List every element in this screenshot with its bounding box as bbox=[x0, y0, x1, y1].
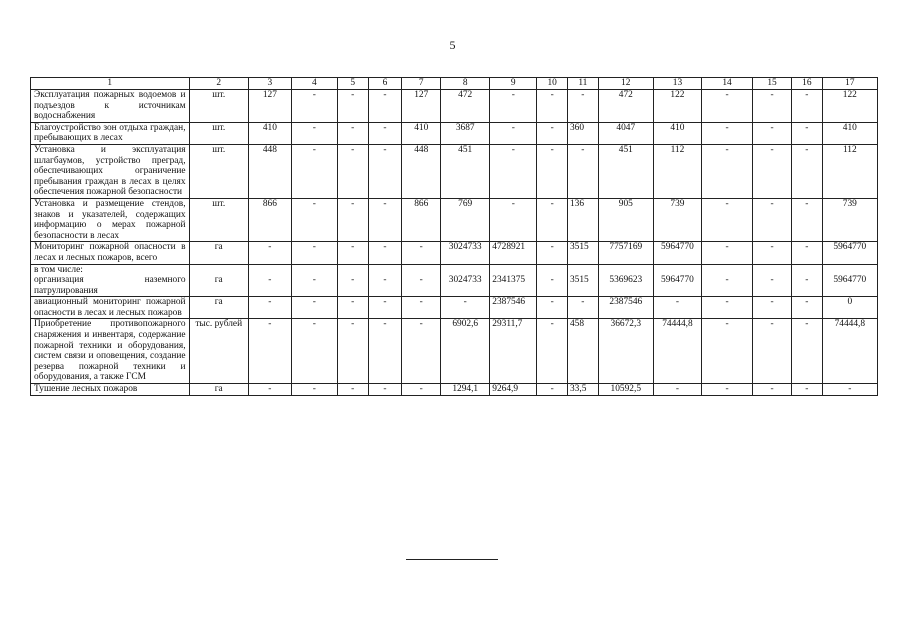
cell-col-7: 127 bbox=[402, 90, 441, 123]
cell-col-9 bbox=[490, 264, 537, 275]
cell-col-7: - bbox=[402, 275, 441, 297]
cell-col-9: 2341375 bbox=[490, 275, 537, 297]
cell-col-11: 3515 bbox=[567, 275, 598, 297]
row-unit: шт. bbox=[189, 90, 248, 123]
cell-col-3: - bbox=[248, 384, 291, 396]
cell-col-5: - bbox=[337, 90, 368, 123]
cell-col-10 bbox=[537, 264, 568, 275]
column-header-2: 2 bbox=[189, 78, 248, 90]
cell-col-7: - bbox=[402, 242, 441, 264]
cell-col-7: 866 bbox=[402, 198, 441, 241]
table-header-row bbox=[31, 78, 878, 90]
cell-col-14: - bbox=[701, 384, 752, 396]
row-unit: га bbox=[189, 242, 248, 264]
cell-col-5: - bbox=[337, 242, 368, 264]
row-unit: тыс. рублей bbox=[189, 319, 248, 384]
cell-col-3: - bbox=[248, 297, 291, 319]
cell-col-15 bbox=[753, 264, 792, 275]
cell-col-5: - bbox=[337, 144, 368, 198]
table-row bbox=[31, 297, 878, 319]
cell-col-5: - bbox=[337, 297, 368, 319]
column-header-1: 1 bbox=[31, 78, 190, 90]
row-unit bbox=[189, 264, 248, 275]
cell-col-13: 739 bbox=[653, 198, 701, 241]
row-unit: шт. bbox=[189, 144, 248, 198]
cell-col-15: - bbox=[753, 90, 792, 123]
cell-col-8: 3024733 bbox=[441, 242, 490, 264]
cell-col-9: 4728921 bbox=[490, 242, 537, 264]
cell-col-9: - bbox=[490, 90, 537, 123]
cell-col-17: 739 bbox=[822, 198, 877, 241]
cell-col-8: 3687 bbox=[441, 122, 490, 144]
cell-col-11: - bbox=[567, 297, 598, 319]
cell-col-4: - bbox=[291, 297, 337, 319]
column-header-9: 9 bbox=[490, 78, 537, 90]
cell-col-13: 410 bbox=[653, 122, 701, 144]
cell-col-12: 2387546 bbox=[598, 297, 653, 319]
cell-col-4: - bbox=[291, 198, 337, 241]
cell-col-4: - bbox=[291, 242, 337, 264]
cell-col-8: 769 bbox=[441, 198, 490, 241]
table-row bbox=[31, 275, 878, 297]
cell-col-14: - bbox=[701, 198, 752, 241]
cell-col-10: - bbox=[537, 90, 568, 123]
cell-col-6: - bbox=[368, 384, 402, 396]
page-number: 5 bbox=[449, 38, 456, 52]
column-header-8: 8 bbox=[441, 78, 490, 90]
cell-col-8: 6902,6 bbox=[441, 319, 490, 384]
cell-col-13: 122 bbox=[653, 90, 701, 123]
cell-col-14: - bbox=[701, 122, 752, 144]
cell-col-7: - bbox=[402, 384, 441, 396]
cell-col-17: 112 bbox=[822, 144, 877, 198]
cell-col-6: - bbox=[368, 90, 402, 123]
cell-col-17: 5964770 bbox=[822, 242, 877, 264]
cell-col-12: 905 bbox=[598, 198, 653, 241]
table-row bbox=[31, 122, 878, 144]
column-header-15: 15 bbox=[753, 78, 792, 90]
cell-col-4: - bbox=[291, 275, 337, 297]
cell-col-4: - bbox=[291, 319, 337, 384]
cell-col-8: - bbox=[441, 297, 490, 319]
cell-col-9: - bbox=[490, 144, 537, 198]
footnote-separator bbox=[406, 559, 498, 560]
cell-col-7: 410 bbox=[402, 122, 441, 144]
cell-col-6 bbox=[368, 264, 402, 275]
column-header-7: 7 bbox=[402, 78, 441, 90]
cell-col-15: - bbox=[753, 275, 792, 297]
row-name: организация наземного патрулирования bbox=[31, 275, 190, 297]
cell-col-13: 5964770 bbox=[653, 242, 701, 264]
row-unit: шт. bbox=[189, 122, 248, 144]
cell-col-6: - bbox=[368, 144, 402, 198]
cell-col-3 bbox=[248, 264, 291, 275]
cell-col-14 bbox=[701, 264, 752, 275]
cell-col-12: 5369623 bbox=[598, 275, 653, 297]
cell-col-10: - bbox=[537, 275, 568, 297]
row-name: Установка и размещение стендов, знаков и указателей, содержащих информацию о мерах пожарной безопасности в лесах bbox=[31, 198, 190, 241]
cell-col-8: 3024733 bbox=[441, 275, 490, 297]
cell-col-4 bbox=[291, 264, 337, 275]
cell-col-9: 29311,7 bbox=[490, 319, 537, 384]
row-name: Эксплуатация пожарных водоемов и подъездов к источникам водоснабжения bbox=[31, 90, 190, 123]
cell-col-16: - bbox=[791, 122, 822, 144]
cell-col-3: 410 bbox=[248, 122, 291, 144]
cell-col-15: - bbox=[753, 384, 792, 396]
cell-col-9: - bbox=[490, 122, 537, 144]
cell-col-6: - bbox=[368, 297, 402, 319]
cell-col-14: - bbox=[701, 319, 752, 384]
cell-col-4: - bbox=[291, 144, 337, 198]
column-header-14: 14 bbox=[701, 78, 752, 90]
cell-col-8: 1294,1 bbox=[441, 384, 490, 396]
cell-col-12: 7757169 bbox=[598, 242, 653, 264]
row-name: в том числе: bbox=[31, 264, 190, 275]
cell-col-14: - bbox=[701, 144, 752, 198]
cell-col-16: - bbox=[791, 144, 822, 198]
cell-col-10: - bbox=[537, 297, 568, 319]
cell-col-15: - bbox=[753, 122, 792, 144]
cell-col-16: - bbox=[791, 297, 822, 319]
cell-col-17: 0 bbox=[822, 297, 877, 319]
cell-col-10: - bbox=[537, 122, 568, 144]
column-header-5: 5 bbox=[337, 78, 368, 90]
row-name: Мониторинг пожарной опасности в лесах и лесных пожаров, всего bbox=[31, 242, 190, 264]
table-row bbox=[31, 242, 878, 264]
row-unit: шт. bbox=[189, 198, 248, 241]
cell-col-4: - bbox=[291, 90, 337, 123]
cell-col-10: - bbox=[537, 384, 568, 396]
cell-col-4: - bbox=[291, 122, 337, 144]
row-unit: га bbox=[189, 384, 248, 396]
cell-col-3: - bbox=[248, 275, 291, 297]
cell-col-17 bbox=[822, 264, 877, 275]
cell-col-13: - bbox=[653, 297, 701, 319]
cell-col-12: 4047 bbox=[598, 122, 653, 144]
cell-col-9: 2387546 bbox=[490, 297, 537, 319]
table-row bbox=[31, 198, 878, 241]
cell-col-14: - bbox=[701, 275, 752, 297]
cell-col-7: - bbox=[402, 297, 441, 319]
cell-col-17: 410 bbox=[822, 122, 877, 144]
cell-col-11: 3515 bbox=[567, 242, 598, 264]
cell-col-12: 10592,5 bbox=[598, 384, 653, 396]
row-unit: га bbox=[189, 297, 248, 319]
cell-col-10: - bbox=[537, 319, 568, 384]
cell-col-13 bbox=[653, 264, 701, 275]
column-header-12: 12 bbox=[598, 78, 653, 90]
cell-col-11: - bbox=[567, 90, 598, 123]
table-row bbox=[31, 319, 878, 384]
cell-col-11: 360 bbox=[567, 122, 598, 144]
cell-col-10: - bbox=[537, 144, 568, 198]
data-table bbox=[30, 77, 878, 396]
cell-col-3: 127 bbox=[248, 90, 291, 123]
cell-col-6: - bbox=[368, 242, 402, 264]
cell-col-3: - bbox=[248, 319, 291, 384]
column-header-17: 17 bbox=[822, 78, 877, 90]
cell-col-17: 74444,8 bbox=[822, 319, 877, 384]
column-header-4: 4 bbox=[291, 78, 337, 90]
cell-col-17: - bbox=[822, 384, 877, 396]
row-name: Тушение лесных пожаров bbox=[31, 384, 190, 396]
cell-col-15: - bbox=[753, 242, 792, 264]
column-header-10: 10 bbox=[537, 78, 568, 90]
column-header-16: 16 bbox=[791, 78, 822, 90]
cell-col-5: - bbox=[337, 122, 368, 144]
cell-col-10: - bbox=[537, 198, 568, 241]
row-name: Благоустройство зон отдыха граждан, пребывающих в лесах bbox=[31, 122, 190, 144]
cell-col-5: - bbox=[337, 198, 368, 241]
cell-col-16: - bbox=[791, 198, 822, 241]
cell-col-14: - bbox=[701, 297, 752, 319]
table-row bbox=[31, 264, 878, 275]
cell-col-15: - bbox=[753, 319, 792, 384]
cell-col-7 bbox=[402, 264, 441, 275]
cell-col-13: 5964770 bbox=[653, 275, 701, 297]
cell-col-6: - bbox=[368, 122, 402, 144]
cell-col-16 bbox=[791, 264, 822, 275]
cell-col-5 bbox=[337, 264, 368, 275]
cell-col-15: - bbox=[753, 297, 792, 319]
cell-col-11: 136 bbox=[567, 198, 598, 241]
cell-col-5: - bbox=[337, 319, 368, 384]
cell-col-11 bbox=[567, 264, 598, 275]
row-name: авиационный мониторинг пожарной опасности в лесах и лесных пожаров bbox=[31, 297, 190, 319]
cell-col-8: 451 bbox=[441, 144, 490, 198]
column-header-13: 13 bbox=[653, 78, 701, 90]
cell-col-8: 472 bbox=[441, 90, 490, 123]
cell-col-14: - bbox=[701, 242, 752, 264]
column-header-6: 6 bbox=[368, 78, 402, 90]
cell-col-11: 458 bbox=[567, 319, 598, 384]
cell-col-6: - bbox=[368, 275, 402, 297]
cell-col-3: - bbox=[248, 242, 291, 264]
cell-col-3: 866 bbox=[248, 198, 291, 241]
cell-col-16: - bbox=[791, 242, 822, 264]
table-row bbox=[31, 90, 878, 123]
cell-col-12: 472 bbox=[598, 90, 653, 123]
cell-col-5: - bbox=[337, 384, 368, 396]
cell-col-17: 122 bbox=[822, 90, 877, 123]
cell-col-8 bbox=[441, 264, 490, 275]
table-row bbox=[31, 384, 878, 396]
cell-col-5: - bbox=[337, 275, 368, 297]
cell-col-11: - bbox=[567, 144, 598, 198]
cell-col-13: 112 bbox=[653, 144, 701, 198]
cell-col-9: 9264,9 bbox=[490, 384, 537, 396]
cell-col-12 bbox=[598, 264, 653, 275]
cell-col-13: 74444,8 bbox=[653, 319, 701, 384]
cell-col-16: - bbox=[791, 275, 822, 297]
cell-col-16: - bbox=[791, 90, 822, 123]
cell-col-13: - bbox=[653, 384, 701, 396]
column-header-11: 11 bbox=[567, 78, 598, 90]
table-row bbox=[31, 144, 878, 198]
cell-col-12: 36672,3 bbox=[598, 319, 653, 384]
cell-col-7: 448 bbox=[402, 144, 441, 198]
cell-col-6: - bbox=[368, 319, 402, 384]
column-header-3: 3 bbox=[248, 78, 291, 90]
cell-col-10: - bbox=[537, 242, 568, 264]
row-unit: га bbox=[189, 275, 248, 297]
cell-col-3: 448 bbox=[248, 144, 291, 198]
cell-col-15: - bbox=[753, 144, 792, 198]
row-name: Установка и эксплуатация шлагбаумов, устройство преград, обеспечивающих ограничение пребывания граждан в лесах в целях обеспечения пожарной безопасности bbox=[31, 144, 190, 198]
cell-col-11: 33,5 bbox=[567, 384, 598, 396]
cell-col-4: - bbox=[291, 384, 337, 396]
cell-col-14: - bbox=[701, 90, 752, 123]
cell-col-9: - bbox=[490, 198, 537, 241]
row-name: Приобретение противопожарного снаряжения и инвентаря, содержание пожарной техники и оборудования, систем связи и оповещения, создание резерва пожарной техники и оборудования, а также ГСМ bbox=[31, 319, 190, 384]
cell-col-16: - bbox=[791, 384, 822, 396]
cell-col-7: - bbox=[402, 319, 441, 384]
cell-col-17: 5964770 bbox=[822, 275, 877, 297]
cell-col-16: - bbox=[791, 319, 822, 384]
cell-col-15: - bbox=[753, 198, 792, 241]
cell-col-12: 451 bbox=[598, 144, 653, 198]
cell-col-6: - bbox=[368, 198, 402, 241]
